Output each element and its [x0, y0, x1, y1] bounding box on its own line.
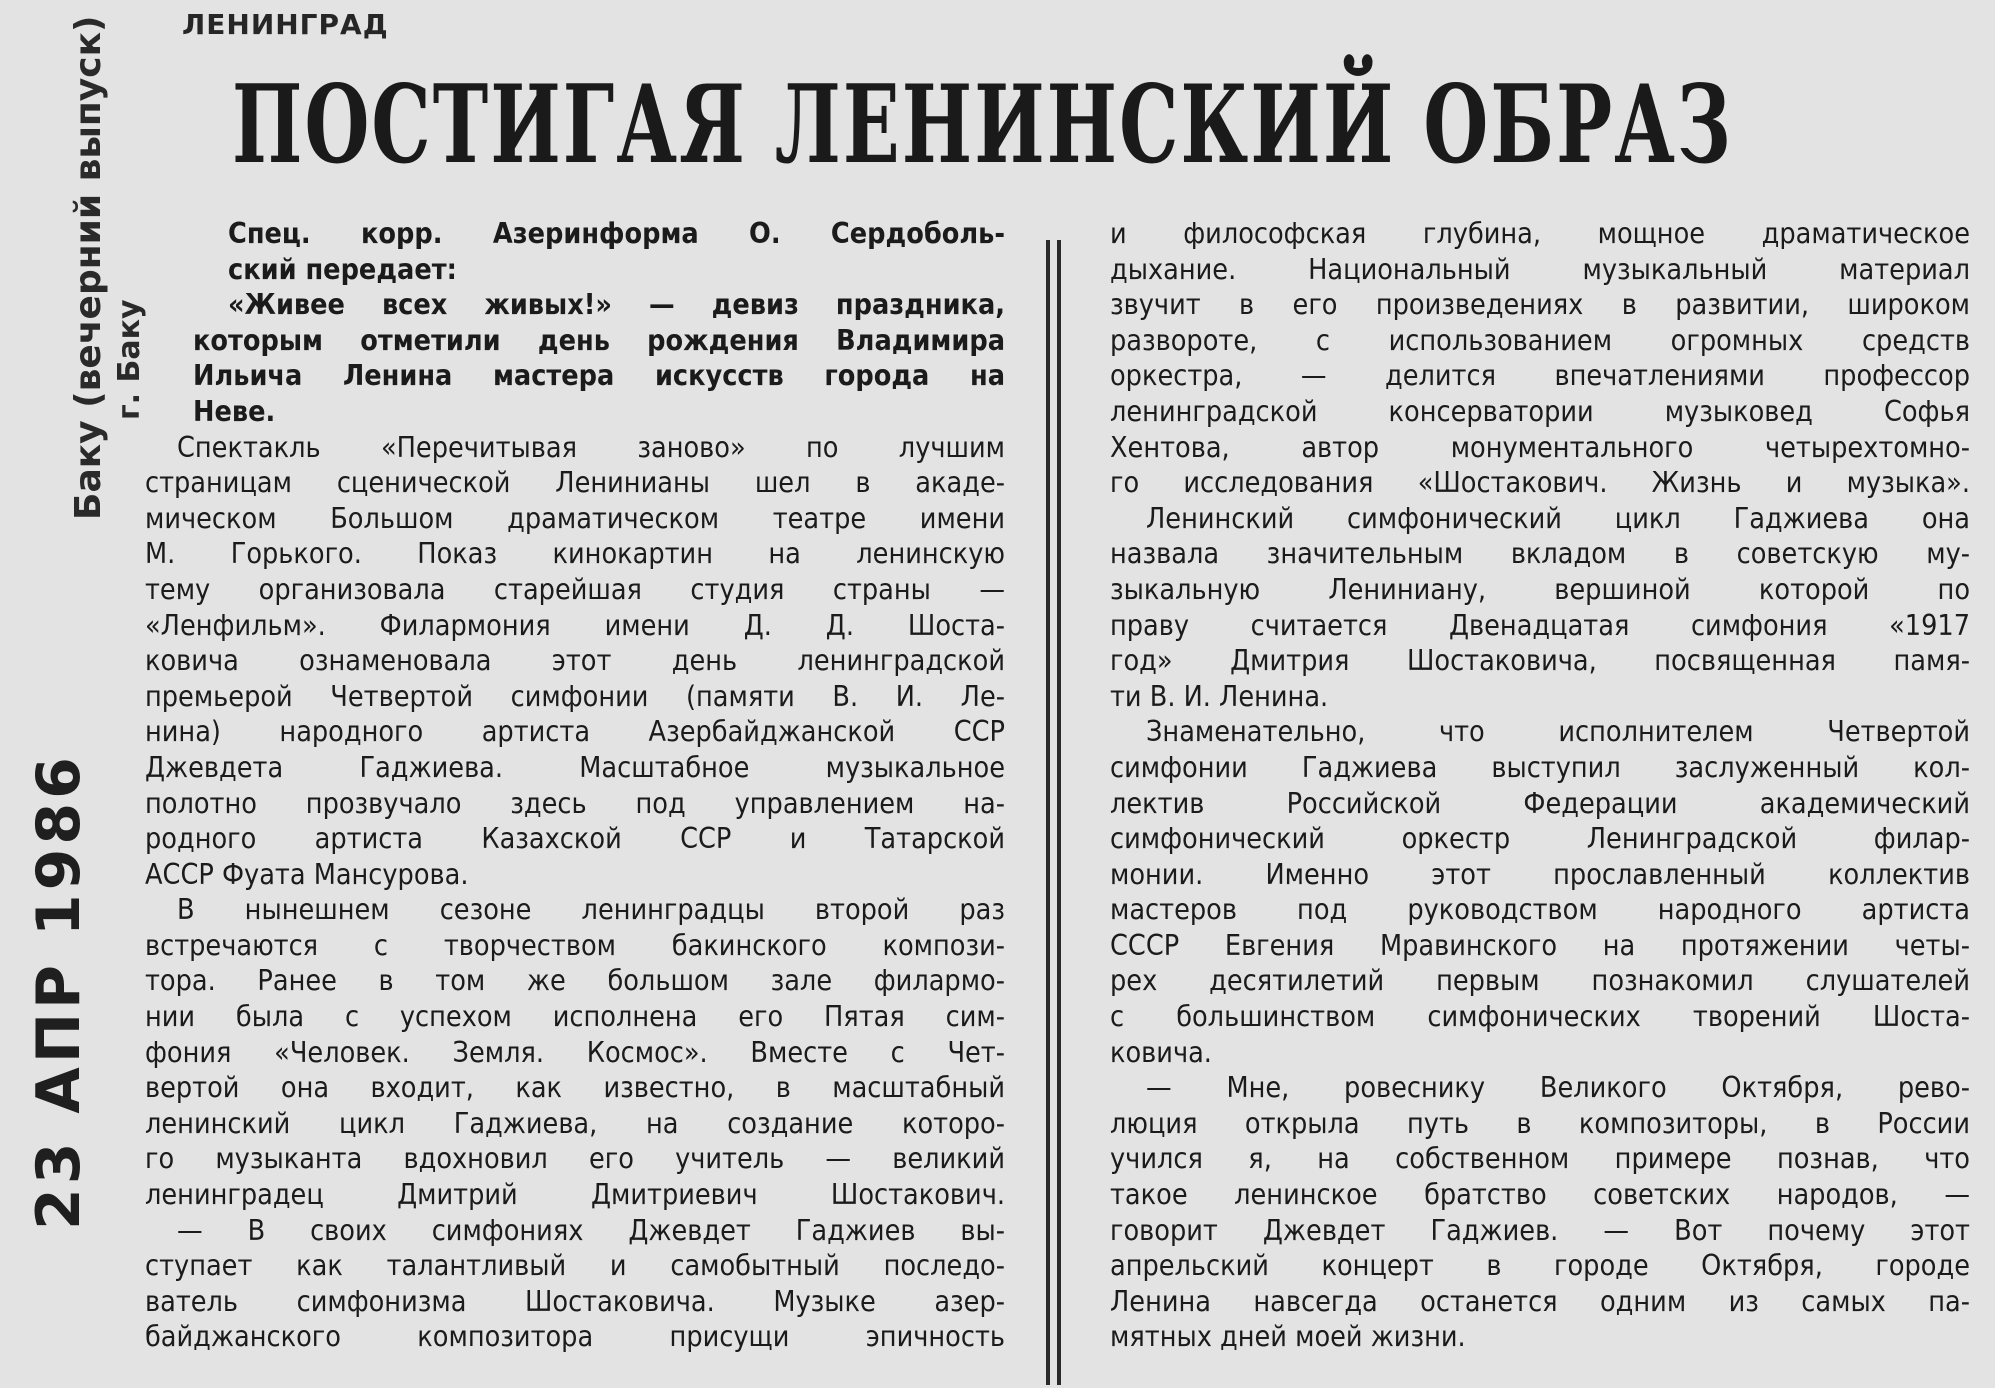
body-line: ватель симфонизма Шостаковича. Музыке азер- — [145, 1284, 1005, 1318]
body-line: тора. Ранее в том же большом зале филармо- — [145, 964, 1005, 998]
body-line: СССР Евгения Мравинского на протяжении четы- — [1110, 928, 1970, 962]
body-line: Знаменательно, что исполнителем Четвертой — [1146, 715, 1970, 749]
body-line: Ленинский симфонический цикл Гаджиева она — [1146, 501, 1970, 535]
body-line: премьерой Четвертой симфонии (памяти В. И. Ле- — [145, 679, 1005, 713]
body-line: ковича. — [1110, 1035, 1212, 1069]
body-line: вертой она входит, как известно, в масштабный — [145, 1071, 1005, 1105]
body-line: Ленина навсегда останется одним из самых па- — [1110, 1284, 1970, 1318]
body-line: учился я, на собственном примере познав, что — [1110, 1142, 1970, 1176]
body-line: дыхание. Национальный музыкальный материал — [1110, 252, 1970, 286]
body-line: нии была с успехом исполнена его Пятая сим- — [145, 1000, 1005, 1034]
article-column-left — [145, 216, 1005, 1355]
article-headline: ПОСТИГАЯ ЛЕНИНСКИЙ ОБРАЗ — [232, 62, 1733, 188]
column-divider — [1057, 240, 1061, 1385]
body-line: ленинградской консерватории музыковед Софья — [1110, 394, 1970, 428]
article-lead — [145, 216, 1005, 430]
body-line: ступает как талантливый и самобытный последо- — [145, 1249, 1005, 1283]
body-line: симфонический оркестр Ленинградской филар- — [1110, 822, 1970, 856]
body-line: фония «Человек. Земля. Космос». Вместе с Чет- — [145, 1035, 1005, 1069]
body-line: нина) народного артиста Азербайджанской ССР — [145, 715, 1005, 749]
stamp-source-line2: г. Баку — [112, 299, 147, 420]
body-line: мастеров под руководством народного артиста — [1110, 893, 1970, 927]
body-line: АССР Фуата Мансурова. — [145, 857, 469, 891]
body-line: симфонии Гаджиева выступил заслуженный кол- — [1110, 750, 1970, 784]
body-line: с большинством симфонических творений Шоста- — [1110, 1000, 1970, 1034]
body-line: ленинградец Дмитрий Дмитриевич Шостакович. — [145, 1178, 1005, 1212]
body-line: люция открыла путь в композиторы, в России — [1110, 1106, 1970, 1140]
lead-line: ский передает: — [228, 252, 457, 286]
lead-line: которым отметили день рождения Владимира — [193, 323, 1005, 357]
body-line: ти В. И. Ленина. — [1110, 679, 1329, 713]
body-line: полотно прозвучало здесь под управлением на- — [145, 786, 1005, 820]
lead-line: Ильича Ленина мастера искусств города на — [193, 359, 1005, 393]
body-line: «Ленфильм». Филармония имени Д. Д. Шоста- — [145, 608, 1005, 642]
body-line: страницам сценической Ленинианы шел в акаде- — [145, 466, 1005, 500]
body-line: говорит Джевдет Гаджиев. — Вот почему этот — [1110, 1213, 1970, 1247]
body-line: назвала значительным вкладом в советскую му- — [1110, 537, 1970, 571]
body-line: такое ленинское братство советских народов, — — [1110, 1178, 1970, 1212]
body-line: Хентова, автор монументального четырехтомно- — [1110, 430, 1970, 464]
body-line: развороте, с использованием огромных средств — [1110, 323, 1970, 357]
body-line: го исследования «Шостакович. Жизнь и музыка». — [1110, 466, 1970, 500]
body-line: звучит в его произведениях в развитии, широком — [1110, 288, 1970, 322]
column-divider — [1046, 240, 1050, 1385]
body-line: Джевдета Гаджиева. Масштабное музыкальное — [145, 750, 1005, 784]
body-line: праву считается Двенадцатая симфония «1917 — [1110, 608, 1970, 642]
body-line: ковича ознаменовала этот день ленинградской — [145, 644, 1005, 678]
body-line: М. Горького. Показ кинокартин на ленинскую — [145, 537, 1005, 571]
body-line: встречаются с творчеством бакинского компози- — [145, 928, 1005, 962]
body-line: В нынешнем сезоне ленинградцы второй раз — [177, 893, 1005, 927]
body-line: лектив Российской Федерации академический — [1110, 786, 1970, 820]
body-line: родного артиста Казахской ССР и Татарской — [145, 822, 1005, 856]
body-line: рех десятилетий первым познакомил слушателей — [1110, 964, 1970, 998]
article-body-left — [145, 430, 1005, 1355]
body-line: тему организовала старейшая студия страны — — [145, 572, 1005, 606]
stamp-source-line1: Баку (вечерний выпуск) — [68, 15, 109, 520]
body-line: год» Дмитрия Шостаковича, посвященная памя- — [1110, 644, 1970, 678]
body-line: ленинский цикл Гаджиева, на создание которо- — [145, 1106, 1005, 1140]
article-column-right — [1110, 216, 1970, 1355]
archive-stamp — [0, 0, 147, 1388]
body-line: — Мне, ровеснику Великого Октября, рево- — [1146, 1071, 1970, 1105]
body-line: монии. Именно этот прославленный коллектив — [1110, 857, 1970, 891]
body-line: зыкальную Лениниану, вершиной которой по — [1110, 572, 1970, 606]
body-line: мическом Большом драматическом театре имени — [145, 501, 1005, 535]
body-line: оркестра, — делится впечатлениями профессор — [1110, 359, 1970, 393]
stamp-date: 23 АПР 1986 — [24, 753, 94, 1230]
body-line: го музыканта вдохновил его учитель — великий — [145, 1142, 1005, 1176]
body-line: и философская глубина, мощное драматическое — [1110, 217, 1970, 250]
lead-line: Спец. корр. Азеринформа О. Сердоболь- — [228, 217, 1005, 250]
lead-line: «Живее всех живых!» — девиз праздника, — [228, 288, 1005, 322]
body-line: Спектакль «Перечитывая заново» по лучшим — [177, 430, 1005, 464]
body-line: — В своих симфониях Джевдет Гаджиев вы- — [177, 1213, 1005, 1247]
lead-line: Неве. — [193, 394, 276, 428]
body-line: апрельский концерт в городе Октября, городе — [1110, 1249, 1970, 1283]
body-line: мятных дней моей жизни. — [1110, 1320, 1466, 1354]
body-line: байджанского композитора присущи эпичность — [145, 1320, 1005, 1354]
rubric-label: ЛЕНИНГРАД — [182, 8, 389, 41]
